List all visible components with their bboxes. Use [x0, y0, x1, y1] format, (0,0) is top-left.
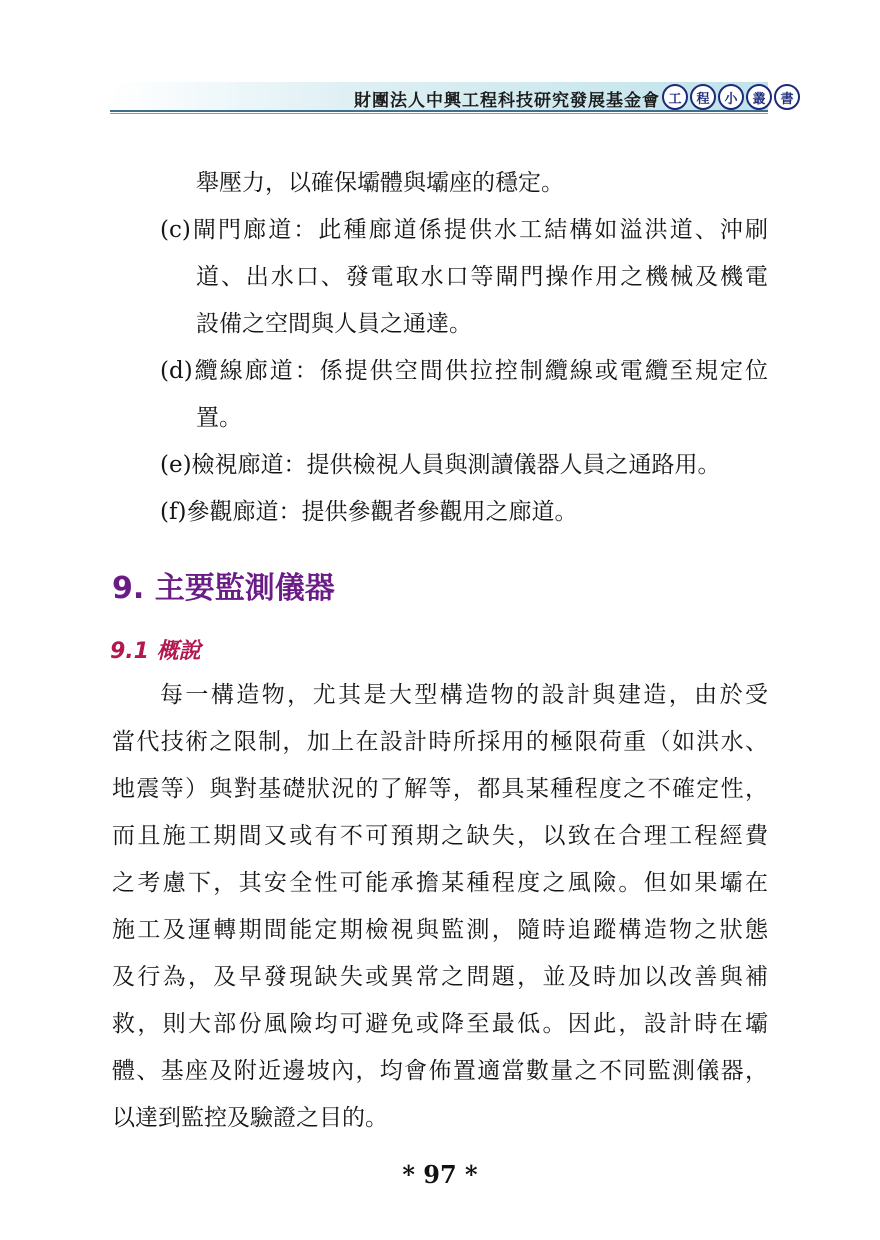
page-number: * 97 *: [402, 1160, 478, 1189]
series-logo: [662, 84, 800, 110]
list-item-c: (c)閘門廊道：此種廊道係提供水工結構如溢洪道、沖刷: [160, 217, 768, 243]
paragraph-line: 而且施工期間又或有不可預期之缺失，以致在合理工程經費: [112, 823, 768, 849]
series-char: 叢: [746, 84, 772, 110]
paragraph-line: 當代技術之限制，加上在設計時所採用的極限荷重（如洪水、: [112, 729, 768, 755]
series-char: 工: [662, 84, 688, 110]
list-item-f: (f)參觀廊道：提供參觀者參觀用之廊道。: [160, 499, 578, 525]
paragraph-line: 體、基座及附近邊坡內，均會佈置適當數量之不同監測儀器，: [112, 1058, 768, 1084]
paragraph-line: 每一構造物，尤其是大型構造物的設計與建造，由於受: [160, 682, 768, 708]
section-heading: 9. 主要監測儀器: [112, 571, 335, 606]
paragraph-line: 施工及運轉期間能定期檢視與監測，隨時追蹤構造物之狀態: [112, 917, 768, 943]
paragraph-line: 以達到監控及驗證之目的。: [112, 1105, 388, 1131]
list-item-d: (d)纜線廊道：係提供空間供拉控制纜線或電纜至規定位: [160, 358, 768, 384]
paragraph-line: 救，則大部份風險均可避免或降至最低。因此，設計時在壩: [112, 1011, 768, 1037]
subsection-heading: 9.1 概說: [110, 639, 201, 664]
header-rule-thin: [110, 113, 768, 114]
body-line: 舉壓力，以確保壩體與壩座的穩定。: [196, 170, 564, 196]
series-char: 書: [774, 84, 800, 110]
series-char: 程: [690, 84, 716, 110]
paragraph-line: 之考慮下，其安全性可能承擔某種程度之風險。但如果壩在: [112, 870, 768, 896]
body-line: 道、出水口、發電取水口等閘門操作用之機械及機電: [196, 264, 768, 290]
paragraph-line: 地震等）與對基礎狀況的了解等，都具某種程度之不確定性，: [112, 776, 768, 802]
paragraph-line: 及行為，及早發現缺失或異常之問題，並及時加以改善與補: [112, 964, 768, 990]
foundation-name: 財團法人中興工程科技研究發展基金會: [354, 91, 660, 111]
body-line: 置。: [196, 405, 242, 431]
list-item-e: (e)檢視廊道：提供檢視人員與測讀儀器人員之通路用。: [160, 452, 721, 478]
series-char: 小: [718, 84, 744, 110]
body-line: 設備之空間與人員之通達。: [196, 311, 472, 337]
